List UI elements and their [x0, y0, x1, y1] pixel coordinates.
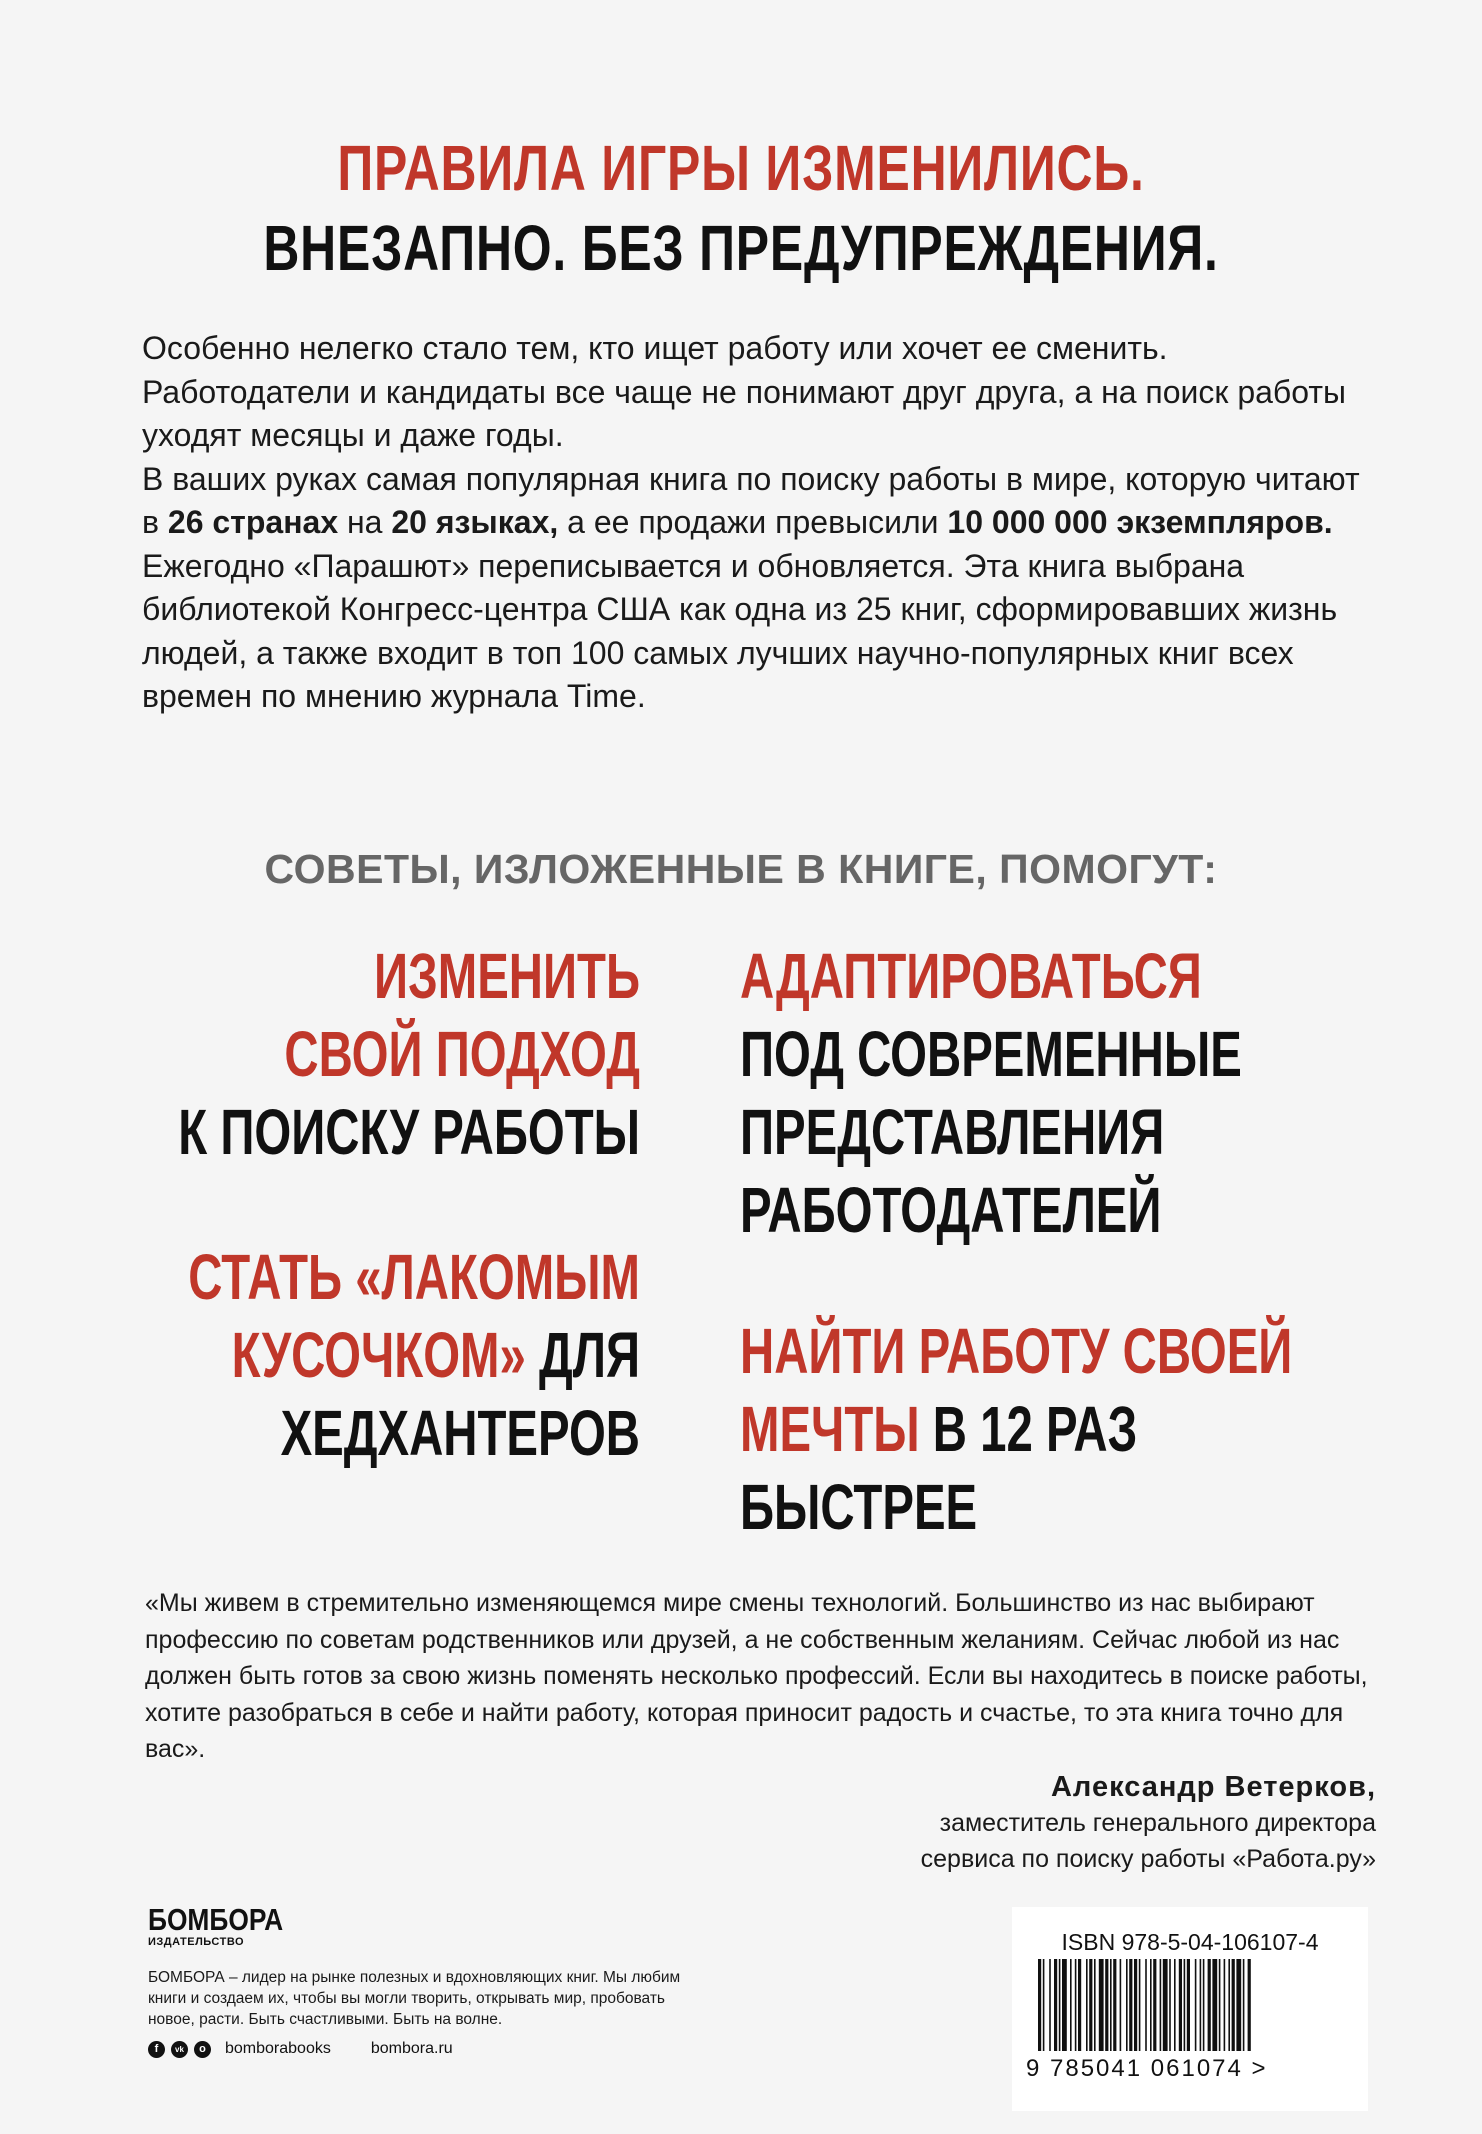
tip3-red-1: СТАТЬ «ЛАКОМЫМ: [188, 1241, 640, 1313]
intro-text-d: а ее продажи превысили: [558, 504, 948, 540]
heading-line-1: ПРАВИЛА ИГРЫ ИЗМЕНИЛИСЬ.: [337, 132, 1145, 204]
heading: [0, 128, 1482, 288]
tip3-red-2: КУСОЧКОМ»: [231, 1319, 526, 1391]
intro-paragraph-2: [142, 458, 1382, 719]
publisher-brand: БОМБОРА: [148, 1902, 284, 1937]
author-name: Александр Ветерков,: [1050, 1771, 1376, 1803]
tip3-black-3: ХЕДХАНТЕРОВ: [280, 1397, 640, 1469]
tip2-black-2: ПРЕДСТАВЛЕНИЯ: [740, 1096, 1165, 1168]
intro-paragraph-1: Особенно нелегко стало тем, кто ищет работу или хочет ее сменить. Работодатели и кандидаты все чаще не понимают друг друга, а на поиск работы уходят месяцы и даже годы.: [142, 330, 1346, 453]
publisher-logo: [148, 1902, 307, 1948]
publisher-description: БОМБОРА – лидер на рынке полезных и вдохновляющих книг. Мы любим книги и создаем их, чтобы вы могли творить, открывать мир, пробовать новое, расти. Быть счастливыми. Быть на волне.: [148, 1969, 681, 2028]
tip4-line-2: [740, 1390, 1258, 1468]
barcode-digits: 9 785041 061074 >: [1026, 2055, 1268, 2082]
tip2-red-1: АДАПТИРОВАТЬСЯ: [740, 940, 1202, 1012]
tip-change-approach: [0, 937, 640, 1171]
intro-text-a: В ваших руках самая популярная книга по поиску работы в мире, которую читают в: [142, 460, 1360, 540]
author-role-1: заместитель генерального директора: [939, 1809, 1376, 1837]
tip4-black-2: В 12 РАЗ: [919, 1393, 1138, 1465]
isbn-label: ISBN 978-5-04-106107-4: [1061, 1929, 1319, 1955]
tip4-red-2: МЕЧТЫ: [740, 1393, 920, 1465]
tip2-black-3: РАБОТОДАТЕЛЕЙ: [740, 1174, 1162, 1246]
facebook-icon: f: [148, 2041, 165, 2058]
intro-text: [142, 327, 1382, 719]
heading-line-2: ВНЕЗАПНО. БЕЗ ПРЕДУПРЕЖДЕНИЯ.: [263, 212, 1219, 284]
tip-adapt: [740, 937, 1440, 1249]
intro-bold-countries: 26 странах: [167, 504, 339, 540]
author-role-2: сервиса по поиску работы «Работа.ру»: [920, 1845, 1376, 1873]
social-handle: bomborabooks: [225, 2040, 331, 2057]
barcode-icon: [1034, 1959, 1346, 2059]
quote: «Мы живем в стремительно изменяющемся мире смены технологий. Большинство из нас выбирают профессию по советам родственников или друзей, а не собственным желаниям. Сейчас любой из нас должен быть готов за свою жизнь поменять несколько профессий. Если вы находитесь в поиске работы, хотите разобраться в себе и найти работу, которая приносит радость и счастье, то эта книга точно для вас».: [145, 1589, 1368, 1763]
vk-icon: vk: [171, 2041, 188, 2058]
intro-text-e: Ежегодно «Парашют» переписывается и обновляется. Эта книга выбрана библиотекой Конгресс-центра США как одна из 25 книг, сформировавших жизнь людей, а также входит в топ 100 самых лучших научно-популярных книг всех времен по мнению журнала Time.: [142, 547, 1338, 714]
odnoklassniki-icon: o: [194, 2041, 211, 2058]
tip-find-dream-job: [740, 1312, 1440, 1546]
intro-bold-copies: 10 000 000 экземпляров.: [947, 504, 1333, 540]
tip1-red-1: ИЗМЕНИТЬ: [374, 940, 640, 1012]
tip-become-attractive: [0, 1238, 640, 1472]
publisher-socials: [148, 2040, 453, 2058]
publisher-website: bombora.ru: [370, 2040, 453, 2057]
tips-title: СОВЕТЫ, ИЗЛОЖЕННЫЕ В КНИГЕ, ПОМОГУТ:: [264, 846, 1218, 892]
tip4-red-1: НАЙТИ РАБОТУ СВОЕЙ: [740, 1315, 1293, 1387]
quote-author: [921, 1769, 1376, 1877]
intro-bold-languages: 20 языках,: [391, 504, 559, 540]
tip1-black-1: К ПОИСКУ РАБОТЫ: [178, 1096, 640, 1168]
tip3-line-2: [122, 1316, 640, 1394]
tip3-black-2: ДЛЯ: [525, 1319, 640, 1391]
tip4-black-3: БЫСТРЕЕ: [740, 1471, 978, 1543]
barcode-panel: [1012, 1907, 1368, 2111]
tip1-red-2: СВОЙ ПОДХОД: [284, 1018, 640, 1090]
publisher-sub: ИЗДАТЕЛЬСТВО: [148, 1936, 245, 1948]
tip2-black-1: ПОД СОВРЕМЕННЫЕ: [740, 1018, 1242, 1090]
intro-text-c: на: [338, 504, 392, 540]
